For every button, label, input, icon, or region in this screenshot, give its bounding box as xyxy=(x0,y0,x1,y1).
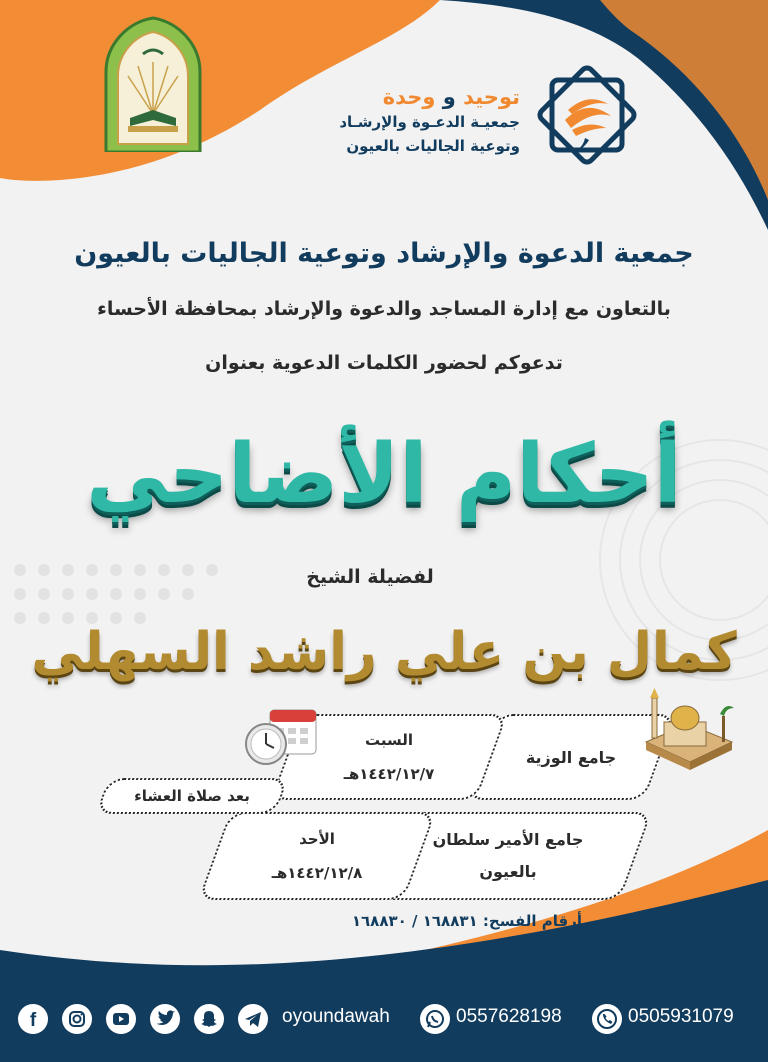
mosque2-name: جامع الأمير سلطان xyxy=(432,830,584,849)
day2-date: ١٤٤٢/١٢/٨هـ xyxy=(271,864,363,882)
youtube-icon[interactable] xyxy=(106,1004,136,1034)
day2-name: الأحد xyxy=(299,830,335,848)
twitter-icon[interactable] xyxy=(150,1004,180,1034)
facebook-icon[interactable] xyxy=(18,1004,48,1034)
association-name xyxy=(339,84,520,158)
sheikh-label: لفضيلة الشيخ xyxy=(306,566,434,588)
invitation-line1: جمعية الدعوة والإرشاد وتوعية الجاليات بالعيون xyxy=(74,238,694,269)
association-logo xyxy=(530,58,645,176)
time-card xyxy=(95,778,288,814)
whatsapp-icon[interactable] xyxy=(420,1004,450,1034)
invitation-line2: بالتعاون مع إدارة المساجد والدعوة والإرشاد بمحافظة الأحساء xyxy=(97,298,671,320)
slogan-and: و xyxy=(442,85,456,109)
association-line1: جمعيـة الدعـوة والإرشـاد xyxy=(339,113,520,131)
association-slogan xyxy=(339,84,520,110)
day1-name: السبت xyxy=(364,731,414,749)
mosque2-location: بالعيون xyxy=(479,862,537,881)
sheikh-name: كمال بن علي راشد السهلي xyxy=(31,622,737,682)
time-text: بعد صلاة العشاء xyxy=(134,787,250,805)
telegram-icon[interactable] xyxy=(238,1004,268,1034)
slogan-part2: وحدة xyxy=(382,85,436,109)
ministry-logo xyxy=(98,14,208,152)
svg-text:f: f xyxy=(29,1010,37,1031)
slogan-part1: توحيد xyxy=(463,85,520,109)
invitation-line3: تدعوكم لحضور الكلمات الدعوية بعنوان xyxy=(205,352,563,374)
snapchat-icon[interactable] xyxy=(194,1004,224,1034)
phone-number[interactable]: 0505931079 xyxy=(628,1006,734,1027)
lecture-title: أحكام الأضاحي xyxy=(86,427,682,522)
permit-numbers: أرقام الفسح: ١٦٨٨٣١ / ١٦٨٨٣٠ xyxy=(351,912,582,930)
mosque-icon xyxy=(640,684,736,770)
mosque1-name: جامع الوزية xyxy=(525,747,617,767)
calendar-clock-icon xyxy=(244,704,320,768)
day2-card xyxy=(198,812,436,900)
whatsapp-number[interactable]: 0557628198 xyxy=(456,1006,562,1027)
phone-icon[interactable] xyxy=(592,1004,622,1034)
social-username[interactable]: oyoundawah xyxy=(282,1006,390,1027)
association-line2: وتوعية الجاليات بالعيون xyxy=(346,137,520,155)
instagram-icon[interactable] xyxy=(62,1004,92,1034)
day1-date: ١٤٤٢/١٢/٧هـ xyxy=(343,765,435,783)
